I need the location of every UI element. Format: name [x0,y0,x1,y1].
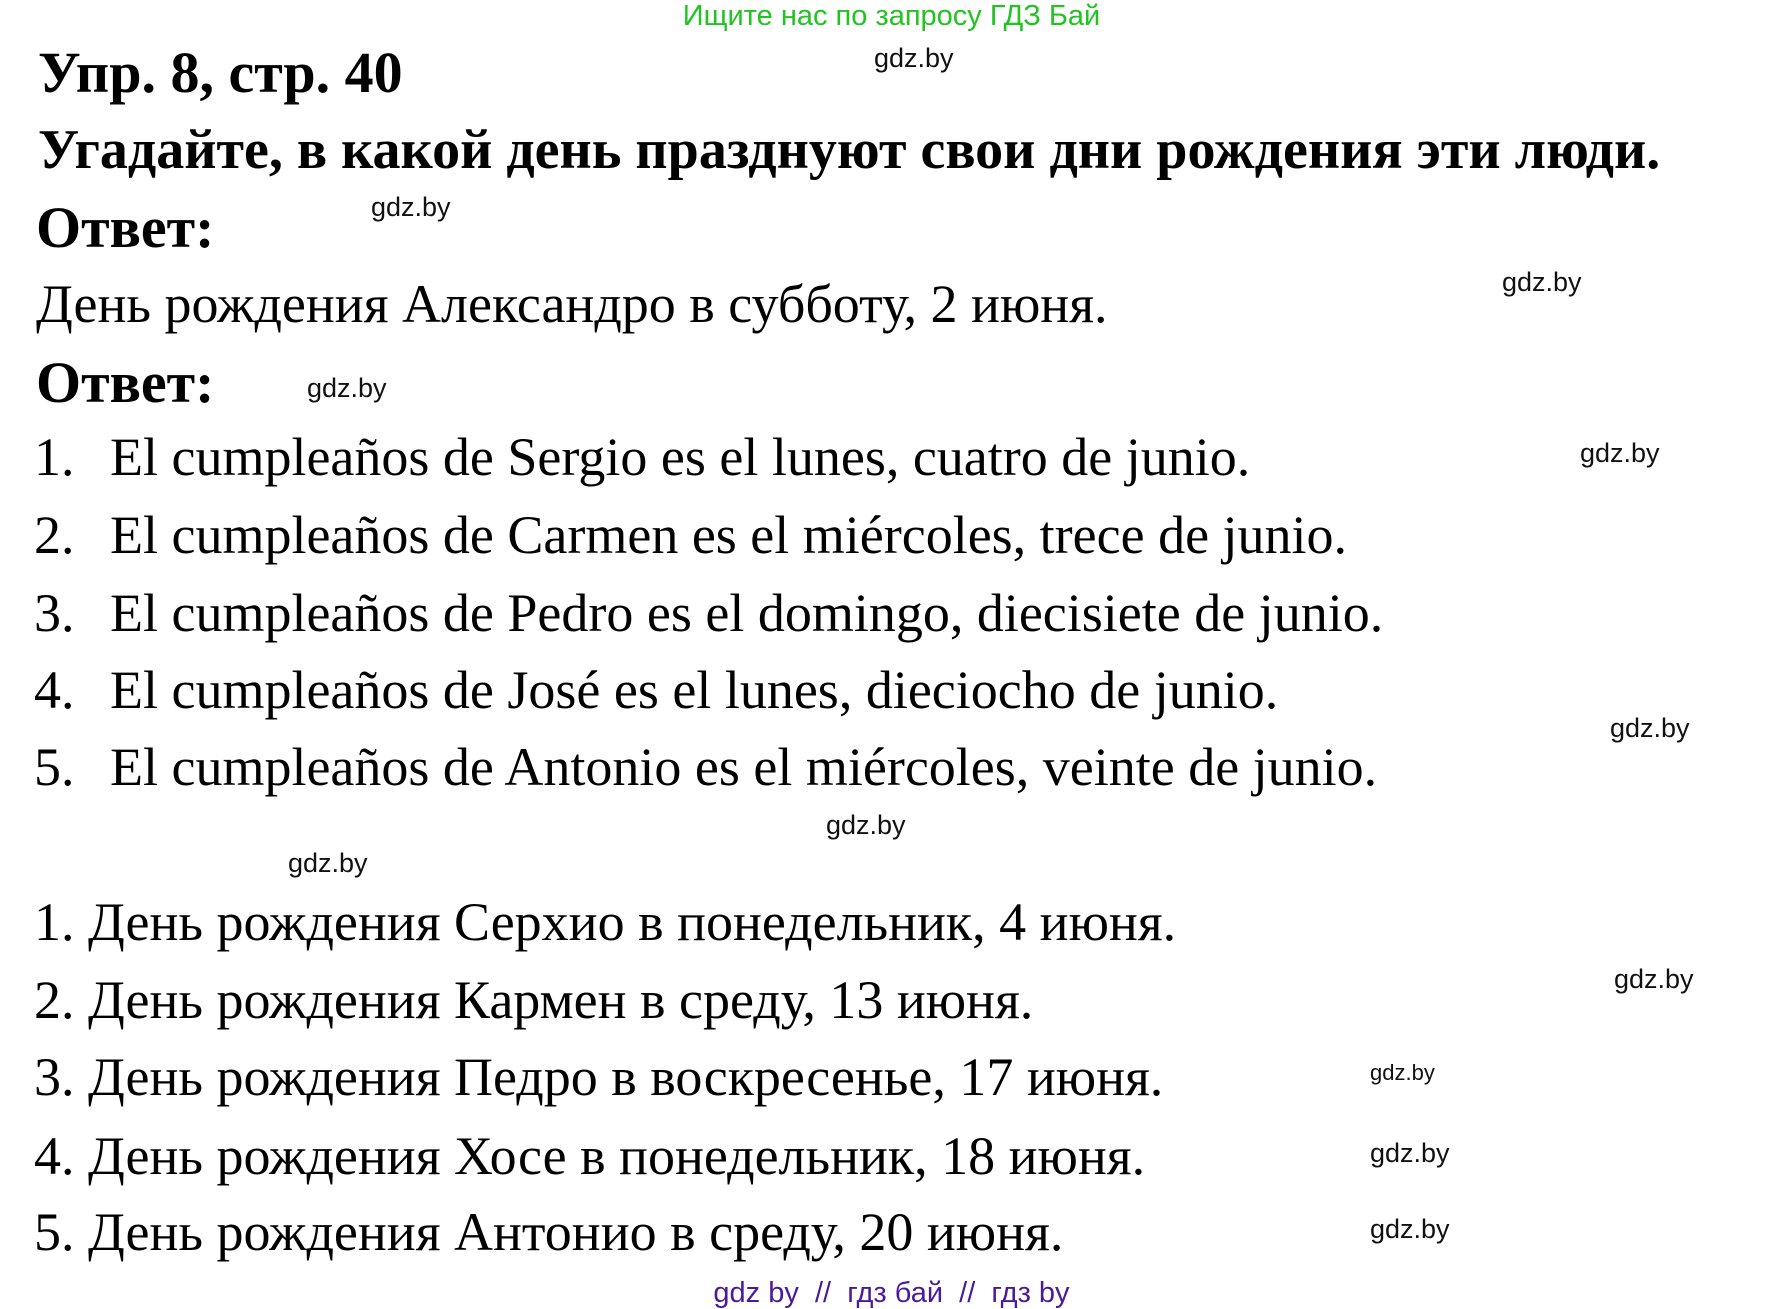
item-text: El cumpleaños de Pedro es el domingo, diecisiete de junio. [110,583,1384,643]
watermark: gdz.by [826,810,906,840]
watermark: gdz.by [1502,267,1582,297]
footer-banner: gdz by // гдз бай // гдз by [713,1277,1070,1309]
exercise-title: Упр. 8, стр. 40 [38,40,403,105]
header-banner: Ищите нас по запросу ГДЗ Бай [682,0,1101,32]
item-number: 5. [34,737,75,797]
answer-text: День рождения Александро в субботу, 2 июня. [36,274,1108,334]
watermark: gdz.by [1614,964,1694,994]
answer-label: Ответ: [36,350,215,415]
watermark: gdz.by [1610,713,1690,743]
list-item: 1. День рождения Серхио в понедельник, 4 июня. [34,892,1177,952]
watermark: gdz.by [1580,438,1660,468]
list-item: 2. День рождения Кармен в среду, 13 июня. [34,970,1034,1030]
watermark: gdz.by [307,373,387,403]
item-text: El cumpleaños de José es el lunes, dieciocho de junio. [110,660,1279,720]
watermark: gdz.by [1370,1060,1435,1085]
watermark: gdz.by [371,192,451,222]
item-number: 4. [34,660,75,720]
item-text: El cumpleaños de Carmen es el miércoles, trece de junio. [110,505,1348,565]
item-number: 1. [34,427,75,487]
watermark: gdz.by [288,848,368,878]
watermark: gdz.by [1370,1138,1450,1168]
item-number: 2. [34,505,75,565]
list-item: 4. День рождения Хосе в понедельник, 18 июня. [34,1126,1146,1186]
watermark: gdz.by [874,43,954,73]
task-text: Угадайте, в какой день празднуют свои дни рождения эти люди. [38,119,1661,181]
item-number: 3. [34,583,75,643]
item-text: El cumpleaños de Sergio es el lunes, cuatro de junio. [110,427,1251,487]
answer-label: Ответ: [36,195,215,260]
item-text: El cumpleaños de Antonio es el miércoles, veinte de junio. [110,737,1378,797]
list-item: 5. День рождения Антонио в среду, 20 июня. [34,1202,1064,1262]
watermark: gdz.by [1370,1214,1450,1244]
list-item: 3. День рождения Педро в воскресенье, 17 июня. [34,1047,1164,1107]
